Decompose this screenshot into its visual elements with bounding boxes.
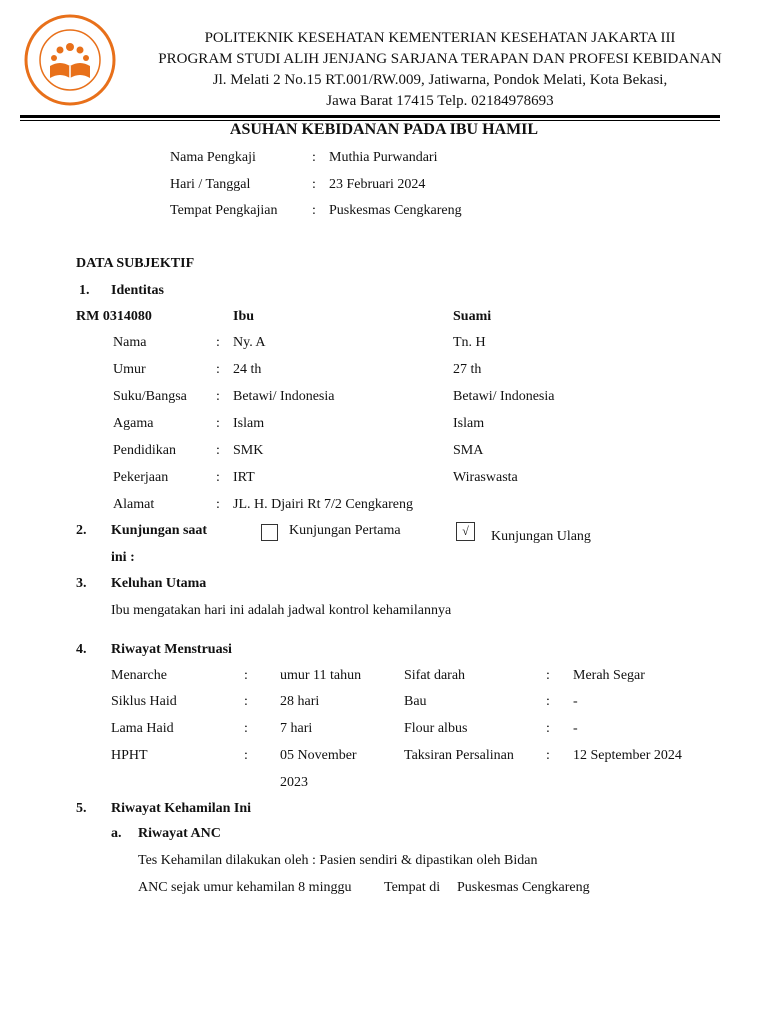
anc-test-line: Tes Kehamilan dilakukan oleh : Pasien sendiri & dipastikan oleh Bidan xyxy=(138,853,538,868)
menstruasi-value: 28 hari xyxy=(280,694,320,709)
meta-value-place: Puskesmas Cengkareng xyxy=(329,203,462,218)
identity-value-ibu: Betawi/ Indonesia xyxy=(233,389,335,404)
menstruasi-label: Menarche xyxy=(111,668,167,683)
menstruasi-value: Merah Segar xyxy=(573,668,645,683)
checkbox-kunjungan-pertama[interactable] xyxy=(261,524,278,541)
kehamilan-number: 5. xyxy=(76,801,87,816)
identity-value-ibu: JL. H. Djairi Rt 7/2 Cengkareng xyxy=(233,497,414,512)
anc-place-label: Tempat di xyxy=(384,880,441,895)
identity-colon: : xyxy=(216,470,220,485)
menstruasi-value: 7 hari xyxy=(280,721,313,736)
institution-logo xyxy=(24,14,116,106)
menstruasi-label: Siklus Haid xyxy=(111,694,177,709)
checkbox-kunjungan-ulang[interactable] xyxy=(456,522,475,541)
menstruasi-label: HPHT xyxy=(111,748,148,763)
menstruasi-colon: : xyxy=(546,694,550,709)
identity-label: Umur xyxy=(113,362,146,377)
keluhan-text: Ibu mengatakan hari ini adalah jadwal kontrol kehamilannya xyxy=(111,603,452,618)
menstruasi-label: Lama Haid xyxy=(111,721,174,736)
meta-value-assessor: Muthia Purwandari xyxy=(329,150,438,165)
identity-value-suami: Tn. H xyxy=(453,335,486,350)
identity-value-suami: 27 th xyxy=(453,362,482,377)
identity-colon: : xyxy=(216,443,220,458)
identity-label: Agama xyxy=(113,416,154,431)
identity-value-ibu: Islam xyxy=(233,416,265,431)
header-address-line1: Jl. Melati 2 No.15 RT.001/RW.009, Jatiwarna, Pondok Melati, Kota Bekasi, xyxy=(212,72,668,88)
column-header-suami: Suami xyxy=(453,309,492,324)
identity-colon: : xyxy=(216,497,220,512)
identity-value-suami: Islam xyxy=(453,416,485,431)
menstruasi-number: 4. xyxy=(76,642,87,657)
kunjungan-number: 2. xyxy=(76,523,87,538)
identity-colon: : xyxy=(216,362,220,377)
header-institution-name: POLITEKNIK KESEHATAN KEMENTERIAN KESEHATAN JAKARTA III xyxy=(204,30,676,46)
identity-colon: : xyxy=(216,335,220,350)
header-program-name: PROGRAM STUDI ALIH JENJANG SARJANA TERAPAN DAN PROFESI KEBIDANAN xyxy=(158,51,722,67)
menstruasi-value: - xyxy=(573,721,578,736)
menstruasi-value-continued: 2023 xyxy=(280,775,308,790)
menstruasi-heading: Riwayat Menstruasi xyxy=(111,642,232,657)
identity-colon: : xyxy=(216,389,220,404)
identity-label: Pendidikan xyxy=(113,443,176,458)
identity-colon: : xyxy=(216,416,220,431)
kunjungan-heading-line2: ini : xyxy=(111,550,135,565)
option-label-kunjungan-pertama: Kunjungan Pertama xyxy=(289,523,401,538)
menstruasi-colon: : xyxy=(244,694,248,709)
menstruasi-colon: : xyxy=(244,721,248,736)
medical-record-number: RM 0314080 xyxy=(76,309,152,324)
identitas-number: 1. xyxy=(79,283,90,298)
document-title: ASUHAN KEBIDANAN PADA IBU HAMIL xyxy=(229,121,539,138)
anc-start-text: ANC sejak umur kehamilan 8 minggu xyxy=(138,880,352,895)
kunjungan-heading-line1: Kunjungan saat xyxy=(111,523,208,538)
identity-label: Nama xyxy=(113,335,147,350)
anc-sub-heading: Riwayat ANC xyxy=(138,826,221,841)
identity-value-suami: SMA xyxy=(453,443,484,458)
menstruasi-label: Sifat darah xyxy=(404,668,466,683)
meta-label-date: Hari / Tanggal xyxy=(170,177,251,192)
meta-value-date: 23 Februari 2024 xyxy=(329,177,426,192)
menstruasi-colon: : xyxy=(244,748,248,763)
identity-value-ibu: Ny. A xyxy=(233,335,266,350)
keluhan-number: 3. xyxy=(76,576,87,591)
identity-value-ibu: 24 th xyxy=(233,362,262,377)
menstruasi-colon: : xyxy=(546,748,550,763)
identitas-heading: Identitas xyxy=(111,283,164,298)
header-address-line2: Jawa Barat 17415 Telp. 02184978693 xyxy=(326,93,554,109)
menstruasi-colon: : xyxy=(546,721,550,736)
identity-value-suami: Betawi/ Indonesia xyxy=(453,389,555,404)
option-label-kunjungan-ulang: Kunjungan Ulang xyxy=(491,529,591,544)
identity-label: Alamat xyxy=(113,497,155,512)
menstruasi-label: Bau xyxy=(404,694,427,709)
header-divider-thick xyxy=(20,115,720,118)
identity-label: Pekerjaan xyxy=(113,470,169,485)
kehamilan-heading: Riwayat Kehamilan Ini xyxy=(111,801,252,816)
keluhan-heading: Keluhan Utama xyxy=(111,576,207,591)
column-header-ibu: Ibu xyxy=(233,309,255,324)
menstruasi-colon: : xyxy=(546,668,550,683)
menstruasi-colon: : xyxy=(244,668,248,683)
menstruasi-value: 05 November xyxy=(280,748,357,763)
meta-label-assessor: Nama Pengkaji xyxy=(170,150,256,165)
meta-label-place: Tempat Pengkajian xyxy=(170,203,278,218)
anc-sub-number: a. xyxy=(111,826,122,841)
identity-label: Suku/Bangsa xyxy=(113,389,187,404)
identity-value-ibu: SMK xyxy=(233,443,264,458)
meta-colon: : xyxy=(312,203,316,218)
meta-colon: : xyxy=(312,177,316,192)
menstruasi-label: Flour albus xyxy=(404,721,468,736)
menstruasi-label: Taksiran Persalinan xyxy=(404,748,514,763)
anc-place-value: Puskesmas Cengkareng xyxy=(457,880,590,895)
menstruasi-value: - xyxy=(573,694,578,709)
meta-colon: : xyxy=(312,150,316,165)
menstruasi-value: umur 11 tahun xyxy=(280,668,362,683)
menstruasi-value: 12 September 2024 xyxy=(573,748,682,763)
identity-value-ibu: IRT xyxy=(233,470,255,485)
section-title: DATA SUBJEKTIF xyxy=(76,256,195,271)
identity-value-suami: Wiraswasta xyxy=(453,470,518,485)
check-mark-icon: √ xyxy=(462,524,469,538)
